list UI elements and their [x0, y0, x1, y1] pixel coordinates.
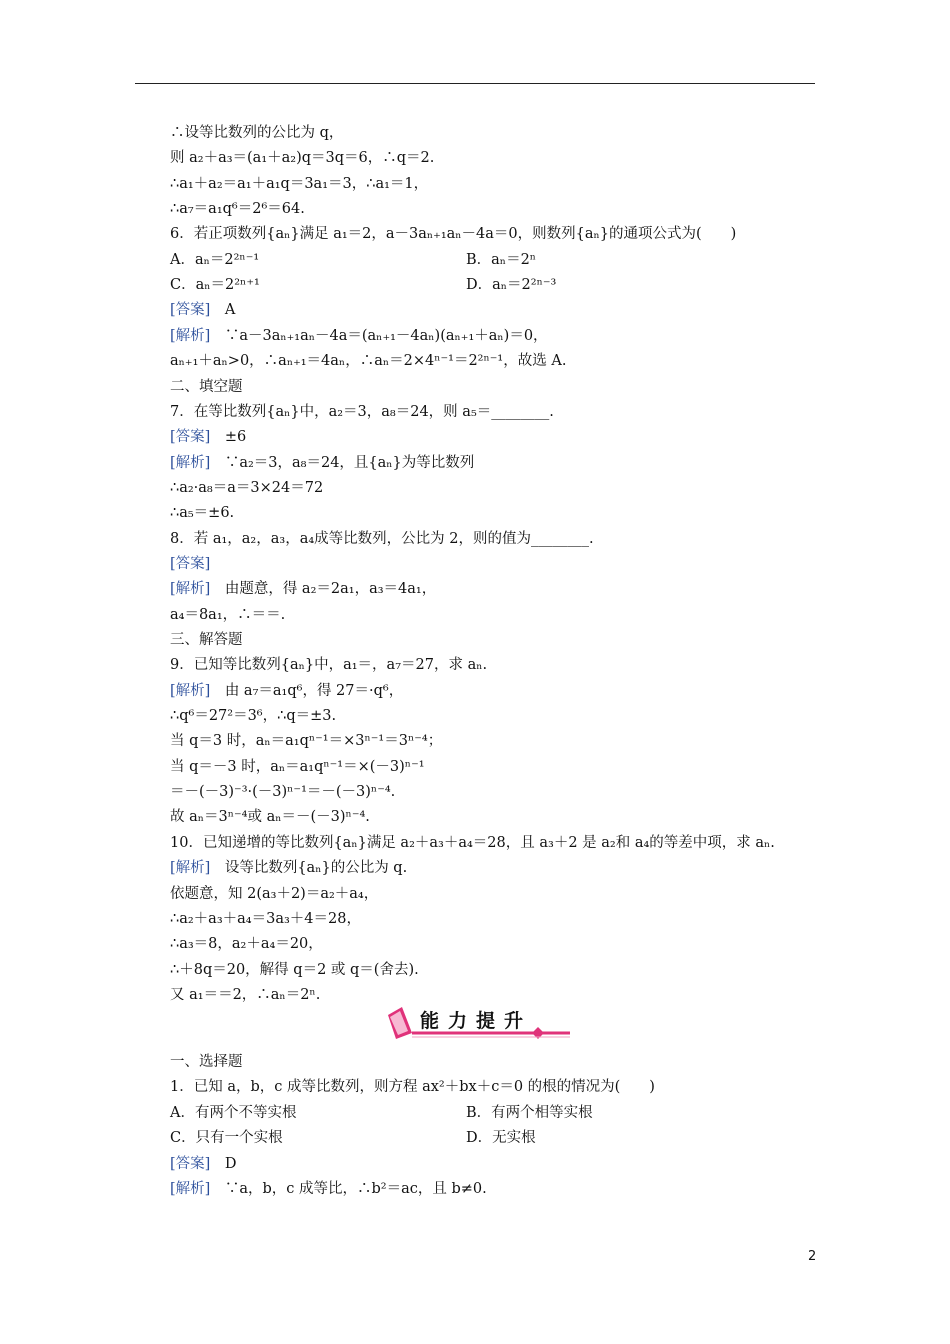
line-text: ∴a₂＋a₃＋a₄＝3a₃＋4＝28， [170, 910, 361, 927]
option-right: B．aₙ＝2ⁿ [466, 251, 537, 268]
text-line [170, 555, 210, 573]
line-text: 6．若正项数列{aₙ}满足 a₁＝2，a－3aₙ₊₁aₙ－4a＝0，则数列{aₙ}的通项公式为( ) [170, 226, 737, 243]
text-line [170, 758, 425, 776]
text-line [170, 580, 436, 598]
text-line [170, 276, 557, 294]
text-line [170, 225, 736, 243]
text-line [170, 631, 243, 649]
text-line [170, 935, 323, 953]
line-text: 三、解答题 [170, 632, 243, 648]
label-tag: [答案] [170, 302, 211, 319]
label-tag: [解析] [170, 327, 211, 344]
line-text: ∴a₁＋a₂＝a₁＋a₁q＝3a₁＝3，∴a₁＝1， [170, 175, 429, 192]
line-text: 9．已知等比数列{aₙ}中，a₁＝，a₇＝27，求 aₙ. [170, 657, 488, 674]
line-text: 依题意，知 2(a₃＋2)＝a₂＋a₄， [170, 885, 379, 902]
line-text: D [210, 1155, 237, 1172]
label-tag: [答案] [170, 1155, 211, 1172]
text-line [170, 606, 285, 624]
text-line [170, 1078, 655, 1096]
label-tag: [解析] [170, 1181, 211, 1197]
text-line [170, 403, 554, 421]
line-text: 1．已知 a，b，c 成等比数列，则方程 ax²＋bx＋c＝0 的根的情况为( ) [170, 1079, 655, 1096]
line-text: A．aₙ＝2²ⁿ⁻¹ [170, 251, 260, 268]
text-line [170, 808, 370, 826]
label-tag: [解析] [170, 454, 211, 471]
text-line [170, 707, 336, 725]
text-line [170, 301, 235, 319]
label-tag: [答案] [170, 429, 211, 446]
text-line [170, 504, 234, 522]
line-text: a₄＝8a₁，∴＝＝. [170, 606, 286, 623]
text-line [170, 378, 243, 396]
text-line [170, 986, 320, 1004]
text-line [170, 1053, 243, 1071]
line-text: 设等比数列{aₙ}的公比为 q. [210, 860, 408, 877]
text-line [170, 656, 487, 674]
header-rule [135, 83, 815, 84]
line-text: 10．已知递增的等比数列{aₙ}满足 a₂＋a₃＋a₄＝28，且 a₃＋2 是 a₂和 a₄的等差中项，求 aₙ. [170, 834, 775, 851]
line-text: C．aₙ＝2²ⁿ⁺¹ [170, 277, 260, 294]
text-line [170, 251, 537, 269]
line-text: ∴a₅＝±6. [170, 505, 235, 522]
line-text: ∴设等比数列的公比为 q， [170, 125, 344, 141]
text-line [170, 327, 548, 345]
text-line [170, 885, 378, 903]
line-text: ∴a₃＝8，a₂＋a₄＝20， [170, 936, 323, 953]
label-tag: [解析] [170, 682, 211, 699]
line-text: ∴a₇＝a₁q⁶＝2⁶＝64. [170, 201, 305, 218]
text-line [170, 1155, 236, 1173]
option-right: D．aₙ＝2²ⁿ⁻³ [466, 277, 557, 294]
line-text: C．只有一个实根 [170, 1130, 283, 1147]
page-number: 2 [808, 1249, 817, 1264]
text-line [170, 352, 566, 370]
line-text: ＝－(－3)⁻³·(－3)ⁿ⁻¹＝－(－3)ⁿ⁻⁴. [170, 784, 396, 801]
line-text: 二、填空题 [170, 378, 243, 395]
label-tag: [答案] [170, 555, 211, 572]
text-line [170, 682, 403, 700]
text-line [170, 530, 594, 548]
text-line [170, 1180, 487, 1198]
text-line [170, 783, 395, 801]
option-right: D．无实根 [466, 1130, 536, 1147]
line-text: 一、选择题 [170, 1054, 243, 1070]
line-text: ∴a₂·a₈＝a＝3×24＝72 [170, 479, 324, 496]
text-line [170, 1129, 536, 1147]
line-text: 由 a₇＝a₁q⁶，得 27＝·q⁶， [210, 682, 404, 699]
text-line [170, 961, 419, 979]
line-text: 由题意，得 a₂＝2a₁，a₃＝4a₁， [210, 581, 437, 598]
line-text: 又 a₁＝＝2，∴aₙ＝2ⁿ. [170, 986, 321, 1003]
label-tag: [解析] [170, 581, 211, 598]
text-line [170, 732, 442, 750]
line-text: ∴＋8q＝20，解得 q＝2 或 q＝(舍去). [170, 961, 419, 978]
text-line [170, 479, 323, 497]
text-line [170, 428, 246, 446]
option-right: B．有两个相等实根 [466, 1104, 593, 1121]
line-text: 当 q＝－3 时，aₙ＝a₁qⁿ⁻¹＝×(－3)ⁿ⁻¹ [170, 758, 425, 775]
text-line [170, 200, 305, 218]
text-line [170, 834, 775, 852]
label-tag: [解析] [170, 860, 211, 877]
line-text: A．有两个不等实根 [170, 1104, 297, 1121]
text-line [170, 124, 343, 142]
text-line [170, 859, 407, 877]
line-text: aₙ₊₁＋aₙ>0，∴aₙ₊₁＝4aₙ，∴aₙ＝2×4ⁿ⁻¹＝2²ⁿ⁻¹，故选 A. [170, 353, 567, 370]
section-banner [372, 1003, 572, 1041]
text-line [170, 175, 428, 193]
line-text: 故 aₙ＝3ⁿ⁻⁴或 aₙ＝－(－3)ⁿ⁻⁴. [170, 809, 370, 826]
line-text: 7．在等比数列{aₙ}中，a₂＝3，a₈＝24，则 a₅＝________. [170, 403, 554, 420]
line-text: ±6 [210, 429, 247, 446]
line-text: ∵a，b，c 成等比，∴b²＝ac，且 b≠0. [210, 1181, 487, 1197]
text-line [170, 1104, 593, 1122]
line-text: ∵a₂＝3，a₈＝24，且{aₙ}为等比数列 [210, 454, 475, 471]
line-text: 当 q＝3 时，aₙ＝a₁qⁿ⁻¹＝×3ⁿ⁻¹＝3ⁿ⁻⁴； [170, 733, 443, 750]
line-text: A [210, 302, 236, 319]
line-text: 8．若 a₁，a₂，a₃，a₄成等比数列，公比为 2，则的值为________. [170, 530, 594, 547]
line-text: 则 a₂＋a₃＝(a₁＋a₂)q＝3q＝6，∴q＝2. [170, 150, 435, 167]
text-line [170, 149, 434, 167]
text-line [170, 910, 361, 928]
line-text: ∴q⁶＝27²＝3⁶，∴q＝±3. [170, 708, 337, 725]
line-text: ∵a－3aₙ₊₁aₙ－4a＝(aₙ₊₁－4aₙ)(aₙ₊₁＋aₙ)＝0， [210, 327, 548, 344]
banner-title: 能力提升 [420, 1010, 533, 1032]
text-line [170, 454, 474, 472]
